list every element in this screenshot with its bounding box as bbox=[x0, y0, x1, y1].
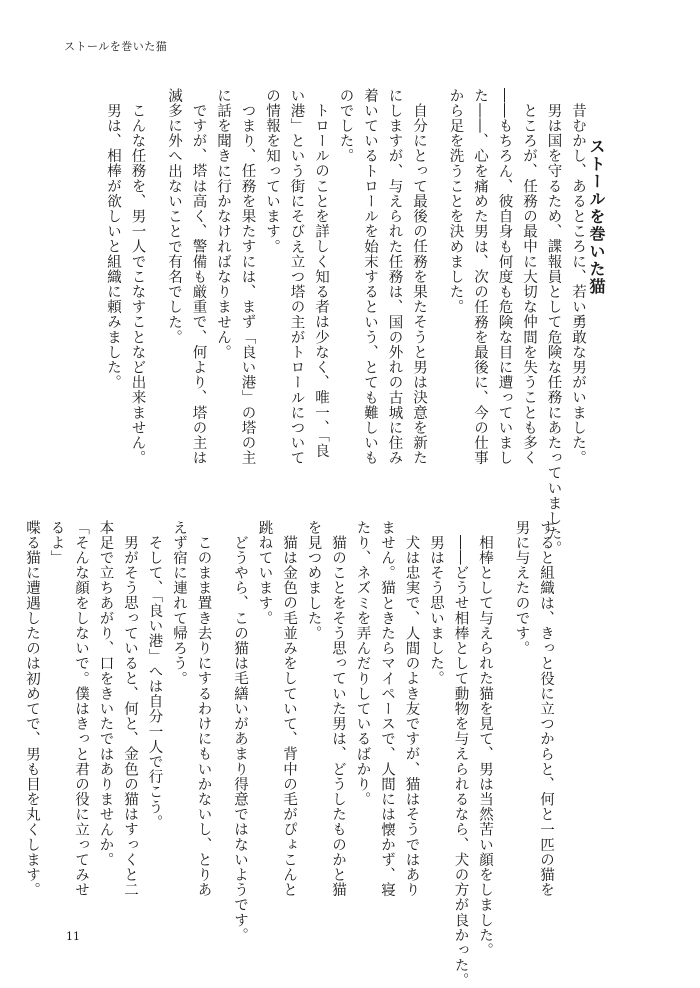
paragraph: 男は、相棒が欲しいと組織に頼みました。 bbox=[105, 102, 121, 390]
paragraph: そして、「良い港」へは自分一人で行こう。 bbox=[146, 534, 163, 830]
paragraph: こんな任務を、男一人でこなすことなど出来ません。 bbox=[129, 102, 146, 465]
paragraph: 猫のことをそう思っていた男は、どうしたものかと猫を見つめました。 bbox=[305, 520, 346, 897]
paragraph: 「そんな顔をしないで。僕はきっと君の役に立ってみせるよ」 bbox=[48, 520, 89, 898]
paragraph: ですが、塔は高く、警備も厳重で、何より、塔の主は滅多に外へ出ないことで有名でした。 bbox=[166, 88, 207, 465]
page-number: 11 bbox=[66, 930, 80, 943]
top-text-block bbox=[101, 88, 591, 556]
paragraph: 昔むかし、あるところに、若い勇敢な男がいました。 bbox=[570, 102, 586, 465]
paragraph: 猫は金色の毛並みをしていて、背中の毛がぴょこんと跳ねています。 bbox=[256, 520, 297, 897]
paragraph: つまり、任務を果たすには、まず「良い港」の塔の主に話を聞きに行かなければなりません。 bbox=[215, 88, 256, 465]
paragraph: 喋る猫に遭遇したのは初めてで、男も目を丸くします。 bbox=[24, 520, 40, 898]
paragraph: ところが、任務の最中に大切な仲間を失うことも多く――もちろん、彼自身も何度も危険な目に遭っていました――、心を痛めた男は、次の任務を最後に、今の仕事から足を洗うことを決めました。 bbox=[447, 88, 537, 466]
paragraph: どうやら、この猫は毛繕いがあまり得意ではないようです。 bbox=[232, 534, 248, 943]
paragraph: 男はそう思いました。 bbox=[428, 534, 444, 686]
paragraph: すると組織は、きっと役に立つからと、何と一匹の猫を男に与えたのです。 bbox=[513, 520, 554, 898]
paragraph: 相棒として与えられた猫を見て、男は当然苦い顔をしました。 bbox=[477, 534, 493, 958]
paragraph: このまま置き去りにするわけにもいかないし、とりあえず宿に連れて帰ろう。 bbox=[171, 520, 212, 897]
story-title: ストールを巻いた猫 bbox=[587, 138, 606, 296]
paragraph: 自分にとって最後の任務を果たそうと男は決意を新たにしますが、与えられた任務は、国の外れの古城に住み着いているトロールを始末するという、とても難しいものでした。 bbox=[337, 88, 427, 466]
paragraph: 犬は忠実で、人間のよき友ですが、猫はそうではありません。猫ときたらマイペースで、人間には懐かず、寝たり、ネズミを弄んだりしているばかり。 bbox=[354, 520, 420, 898]
paragraph: ――どうせ相棒として動物を与えられるなら、犬の方が良かった。 bbox=[452, 534, 469, 988]
paragraph: トロールのことを詳しく知る者は少なく、唯一、「良い港」という街にそびえ立つ塔の主がトロールについての情報を知っています。 bbox=[264, 88, 329, 466]
paragraph: 男は国を守るため、諜報員として危険な任務にあたっていました。 bbox=[545, 102, 562, 556]
running-header: ストールを巻いた猫 bbox=[64, 40, 168, 53]
paragraph: 男がそう思っていると、何と、金色の猫はすっくと二本足で立ちあがり、口をきいたではありませんか。 bbox=[97, 520, 138, 897]
